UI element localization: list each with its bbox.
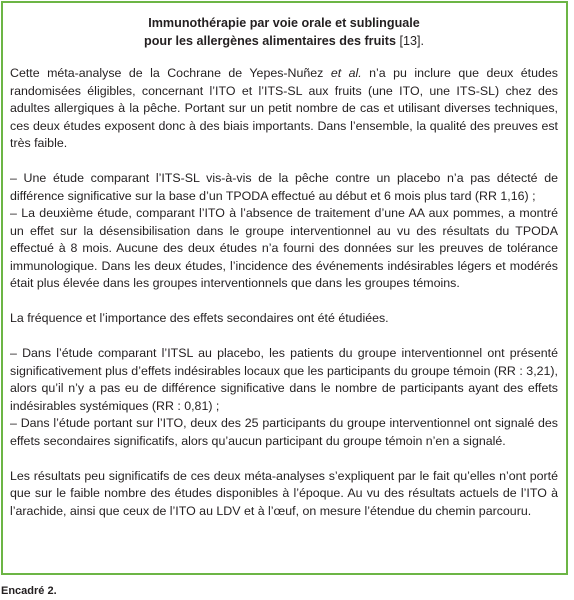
- title-line-2: pour les allergènes alimentaires des fruits: [144, 34, 396, 48]
- title-line-1: Immunothérapie par voie orale et sublinguale: [148, 16, 420, 30]
- paragraph-side-effects-intro: La fréquence et l’importance des effets secondaires ont été étudiées.: [10, 311, 389, 325]
- paragraph-itsl-effects: – Dans l’étude comparant l’ITSL au placebo, les patients du groupe interventionnel ont présenté significativement plus d’effets indésirables locaux que les participants du groupe témoin (RR : 3,21), alors qu’il n’y a pas eu de différence significative dans le nombre de participants ayant des effets indésirables systémiques (RR : 0,81) ;: [10, 346, 558, 413]
- intro-text-end: n’a pu inclure que deux études randomisées éligibles, concernant l’ITO et l’ITS-SL aux fruits (une ITO, une ITS-SL) chez des adultes allergiques à la pêche. Portant sur un petit nombre de cas et utilisant diverses techniques, ces deux études exposent donc à des biais importants. Dans l’ensemble, la qualité des preuves est très faible.: [10, 66, 558, 150]
- paragraph-study-1: – Une étude comparant l’ITS-SL vis-à-vis de la pêche contre un placebo n’a pas détecté de différence significative sur la base d’un TPODA effectué au début et 6 mois plus tard (RR 1,16) ;: [10, 171, 558, 203]
- intro-italic: et al.: [330, 66, 362, 80]
- box-title: [10, 14, 558, 50]
- paragraph-ito-effects: – Dans l’étude portant sur l’ITO, deux des 25 participants du groupe interventionnel ont signalé des effets secondaires significatifs, alors qu’aucun participant du groupe témoin n’en a signalé.: [10, 416, 558, 448]
- paragraph-intro: [10, 65, 558, 153]
- box-caption: Encadré 2.: [1, 585, 57, 597]
- box-body: [10, 65, 558, 520]
- paragraph-study-2: – La deuxième étude, comparant l’ITO à l’absence de traitement d’une AA aux pommes, a montré un effet sur la désensibilisation dans le groupe interventionnel au vu des résultats du TPODA effectué à 8 mois. Aucune des deux études n’a fourni des données sur les preuves de tolérance immunologique. Dans les deux études, l’incidence des événements indésirables légers et modérés était plus élevée dans les groupes interventionnels que dans les groupes témoins.: [10, 206, 558, 290]
- paragraph-conclusion: Les résultats peu significatifs de ces deux méta-analyses s’expliquent par le fait qu’elles n’ont porté que sur le faible nombre des études disponibles à l’époque. Au vu des résultats actuels de l’ITO à l’arachide, ainsi que ceux de l’ITO au LDV et à l’œuf, on mesure l’étendue du chemin parcouru.: [10, 468, 558, 518]
- encadre-box: [1, 1, 568, 575]
- title-reference: [13].: [399, 34, 424, 48]
- intro-text-start: Cette méta-analyse de la Cochrane de Yepes-Nuñez: [10, 66, 331, 80]
